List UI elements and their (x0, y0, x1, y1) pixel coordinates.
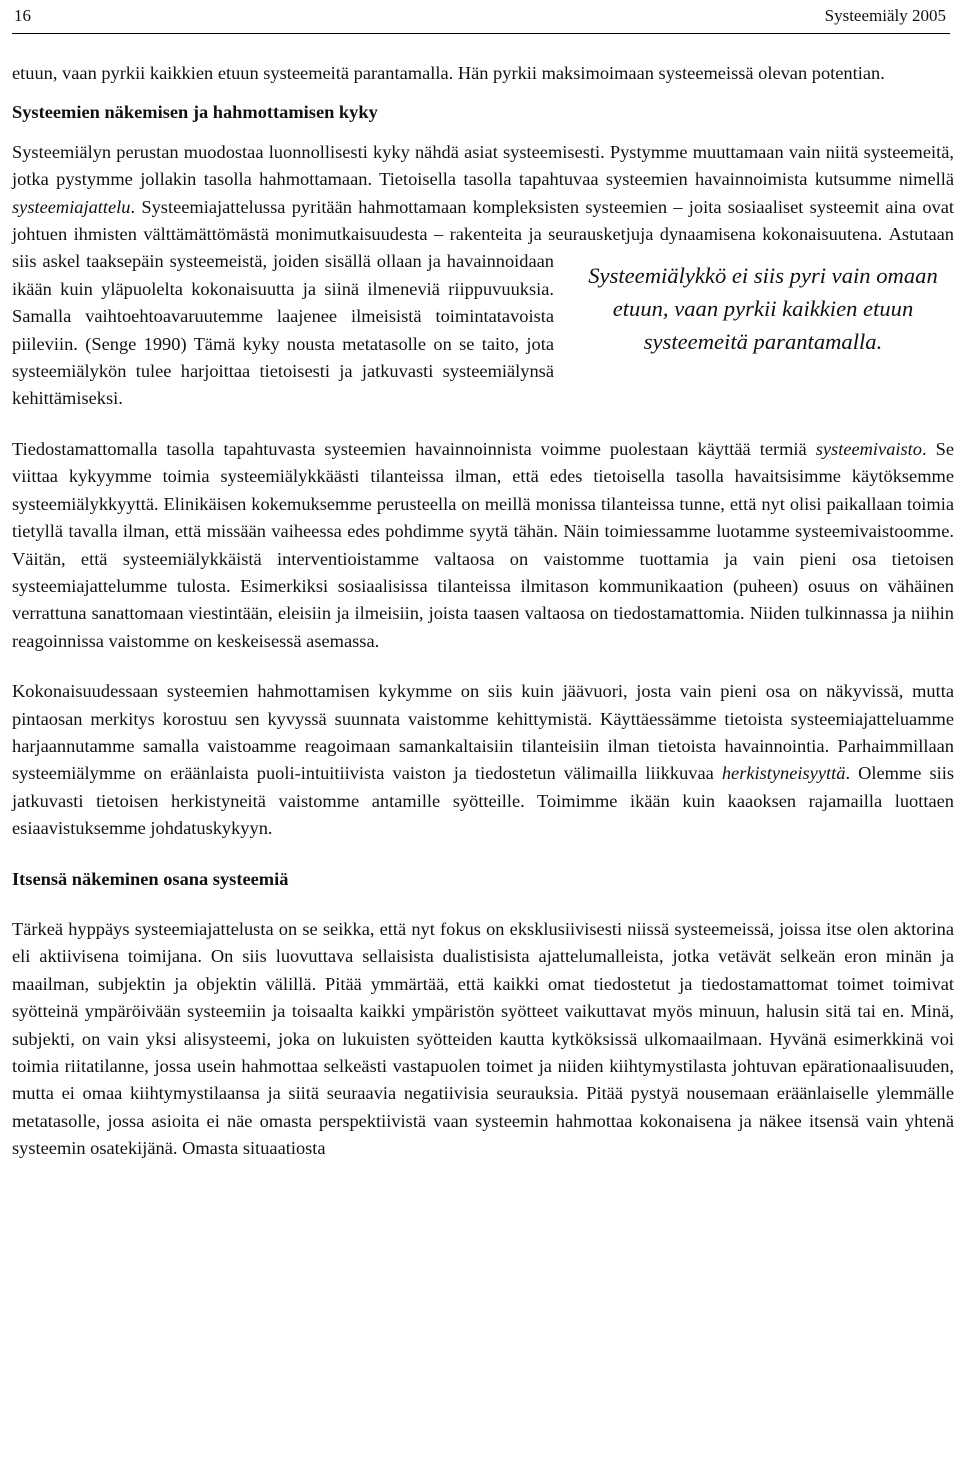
term-systeemiajattelu: systeemiajattelu (12, 196, 131, 217)
paragraph-text: Kokonaisuudessaan systeemien hahmottamisen kykymme on siis kuin jäävuori, josta vain pieni osa on näkyvissä, mutta pintaosan merkitys korostuu sen kyvyssä suunnata vaistomme kehittymistä. Käyttäessämme tietoista systeemiajatteluamme harjaannutamme samalla vaistoamme reagoimaan samankaltaisiin tilanteisiin ilman tietoista havainnointia. Parhaimmillaan systeemiälymme on eräänlaista puoli-intuitiivista vaiston ja tiedostetun välimailla liikkuvaa (12, 681, 954, 784)
paragraph-text: . Se viittaa kykyymme toimia systeemiälykkäästi tilanteissa ilman, että edes tietoisella tasolla havaitsisimme käytöksemme systeemiälykkyyttä. Elinikäisen kokemuksemme perusteella on meillä monissa tilanteissa tunne, että nyt olisi paikallaan toimia tietyllä tavalla ilman, että missään vaiheessa edes pohdimme syytä tähän. Näin toimiessamme luotamme systeemivaistoomme. Väitän, että systeemiälykkäistä interventioistamme valtaosa on vaistomme tuottamia ja vain pieni osa tietoisen systeemiajattelumme tulosta. Esimerkiksi sosiaalisissa tilanteissa ilmitason kommunikaation (puheen) osuus on vähäinen verrattuna sanattomaan viestintään, eleisiin ja ilmeisiin, joista taasen valtaosa on tiedostamattomia. Niiden tulkinnassa ja niihin reagoinnissa vaistomme on keskeisessä asemassa. (12, 438, 954, 651)
pull-quote: Systeemiälykkö ei siis pyri vain omaan etuun, vaan pyrkii kaikkien etuun systeemeitä parantamalla. (588, 263, 938, 354)
section-heading-self-in-system: Itsensä näkeminen osana systeemiä (12, 868, 289, 889)
page-number: 16 (14, 6, 31, 25)
paragraph-iceberg (12, 678, 954, 842)
paragraph-text: Tiedostamattomalla tasolla tapahtuvasta systeemien havainnoinnista voimme puolestaan käyttää termiä (12, 438, 816, 459)
intro-paragraph: etuun, vaan pyrkii kaikkien etuun systeemeitä parantamalla. Hän pyrkii maksimoimaan systeemeissä olevan potentian. (12, 63, 885, 83)
paragraph-systems-thinking (12, 139, 954, 413)
section-heading-system-perception: Systeemien näkemisen ja hahmottamisen kyky (12, 102, 378, 123)
paragraph-text: Systeemiälyn perustan muodostaa luonnollisesti kyky nähdä asiat systeemisesti. Pystymme muuttamaan vain niitä systeemeitä, jotka pystymme jollakin tasolla hahmottamaan. Tietoisella tasolla tapahtuvaa systeemien havainnoimista kutsumme nimellä (12, 141, 954, 190)
document-body (12, 60, 954, 1163)
paragraph-self-as-actor: Tärkeä hyppäys systeemiajattelusta on se seikka, että nyt fokus on eksklusiivisesti niissä systeemeissä, joissa itse olen aktorina eli aktiivisena toimijana. On siis luovuttava sellaisista dualistisista ajattelumalleista, jotka vetävät selkeän eron minän ja maailman, subjektin ja objektin välillä. Pitää ymmärtää, että kaikki omat tiedostetut ja tiedostamattomat toimet toimivat syötteinä ympäröivään systeemiin ja toisaalta kaikki ympäristön syötteet vaikuttavat myös minuun, halusin sitä tai en. Minä, subjekti, on vain yksi alisysteemi, joka on lukuisten syötteiden kautta kytköksissä ulkomaailmaan. Hyvänä esimerkkinä voi toimia riitatilanne, jossa usein hahmottaa selkeästi vastapuolen toimet ja niiden kiihtymystilasta johtuvan epärationaalisuuden, mutta ei omaa kiihtymystilaansa ja siitä seuraavia negatiivisia seurauksia. Pitää pystyä nousemaan eräänlaiselle ylemmälle metatasolle, jossa asioita ei näe omasta perspektiivistä vaan systeemin hahmottaa kokonaisena ja näkee itsensä vain yhtenä systeemin osatekijänä. Omasta situaatiosta (12, 918, 954, 1159)
term-herkistyneisyys: herkistyneisyyttä (721, 763, 846, 784)
paragraph-text: . Olemme siis jatkuvasti tietoisen herkistyneitä vaistomme antamille syötteille. Toimimme ikään kuin kaaoksen rajamailla luottaen esiaavistuksemme johdatuskykyyn. (12, 763, 954, 839)
page-header (12, 0, 950, 34)
paragraph-text: . Systeemiajattelussa pyritään hahmottamaan kompleksisten systeemien – joita sosiaaliset systeemit aina ovat johtuen ihmisten välttämättömästä monimutkaisuudesta – rakenteita ja seurausketjuja dynaamisena kokonaisuutena. Systeemiälykkö ei siis pyri vain omaan etuun, vaan pyrkii kaikkien etuun systeemeitä parantamalla. Astutaan siis askel taaksepäin systeemeistä, joiden sisällä ollaan ja havainnoidaan ikään kuin yläpuolelta kokonaisuutta ja siinä ilmeneviä riippuvuuksia. Samalla vaihtoehtoavaruutemme laajenee ilmeisistä toimintatavoista piileviin. (Senge 1990) Tämä kyky nousta metatasolle on se taito, jota systeemiälykön tulee harjoittaa tietoisesti ja jatkuvasti systeemiälynsä kehittämiseksi. (12, 196, 954, 409)
term-systeemivaisto: systeemivaisto (815, 438, 922, 459)
paragraph-systems-instinct (12, 436, 954, 655)
running-title: Systeemiäly 2005 (824, 6, 946, 25)
